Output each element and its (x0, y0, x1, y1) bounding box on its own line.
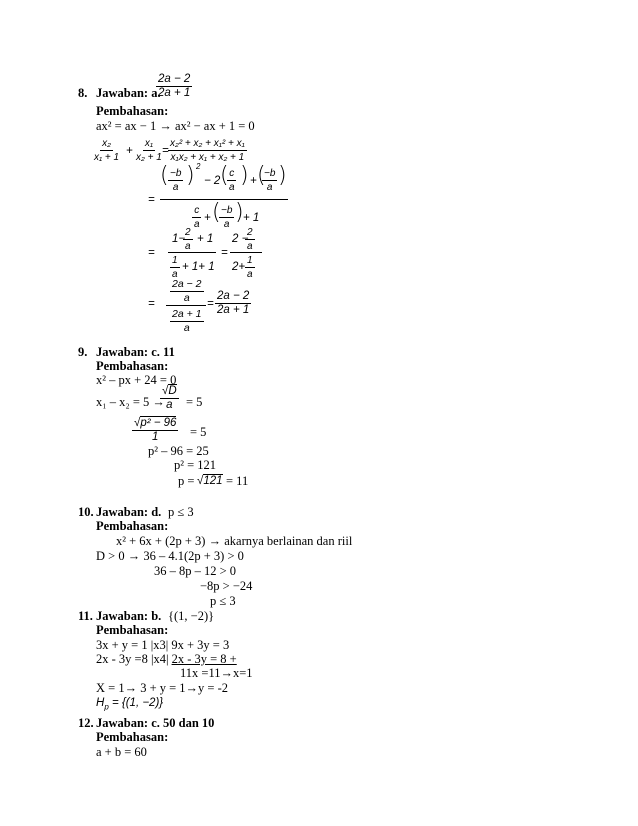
q10-number: 10. (78, 505, 94, 519)
q8-l4-d2f-den: a (247, 269, 253, 280)
q8-l5-dd: a (183, 322, 190, 334)
q8-l5-rn: 2a − 2 (217, 290, 250, 302)
q8-l2-plus: + (126, 145, 133, 157)
q8-l4-n1a: 1− (172, 233, 186, 245)
q9-line1: x² – px + 24 = 0 (96, 373, 177, 387)
q8-l2-frac3-den: x₁x₂ + x₁ + x₂ + 1 (170, 152, 245, 163)
q11-pembahasan: Pembahasan: (96, 623, 169, 637)
q11-line2-left: 2x - 3y =8 |x4| (96, 652, 172, 666)
q8-l5-equals2: = (207, 298, 214, 310)
q8-l3-c: c (229, 168, 235, 179)
q11-line5-sub: p (104, 702, 109, 712)
q8-l2-frac1 (92, 137, 121, 164)
q8-l3-a2: a (229, 182, 235, 193)
q12-number: 12. (78, 716, 94, 730)
q8-l2-frac1-num: x₂ (102, 138, 111, 149)
q9-l6-right: = 11 (226, 474, 249, 488)
q11-line1: 3x + y = 1 |x3| 9x + 3y = 3 (96, 638, 230, 652)
q8-l3-minus2: − 2 (204, 175, 221, 187)
q8-l5-result-fraction (215, 290, 251, 317)
q11-answer-label: Jawaban: b. (96, 609, 162, 623)
q8-l4-n1f-num: 2 (185, 227, 191, 238)
q8-answer-denominator: 2a + 1 (158, 87, 191, 99)
q8-l3-den-plus1: + 1 (243, 212, 260, 224)
q8-l2-frac3 (168, 137, 247, 164)
q8-l2-frac3-num: x₂² + x₂ + x₁² + x₁ (170, 138, 245, 149)
q8-l3-equals: = (148, 194, 155, 206)
q11-answer-tail: {(1, −2)} (168, 609, 215, 623)
q8-l3-a3: a (266, 182, 273, 193)
q9-l6-sqrt: √121 (197, 475, 223, 487)
q8-l4-equals2: = (221, 247, 228, 259)
q12-line1: a + b = 60 (96, 745, 147, 759)
q10-line2: D > 0 → 36 – 4.1(2p + 3) > 0 (96, 549, 244, 563)
q8-l3-den-mb: −b (221, 205, 233, 216)
q9-l3-right: = 5 (190, 425, 207, 439)
q9-pembahasan: Pembahasan: (96, 359, 169, 373)
q8-l4-d2f-num: 1 (247, 255, 253, 266)
q9-l3-sqrt: √p² − 96 (134, 417, 177, 429)
q8-l3-den-c-over-a (192, 204, 202, 231)
q8-l4-d1-num: 1 (172, 255, 178, 266)
q9-l6-sqrt-content: 121 (203, 475, 223, 487)
q8-l4-n1f-den: a (185, 241, 191, 252)
q8-l3-mb-over-a (262, 167, 277, 194)
q9-l2-sqrt: √D (162, 385, 177, 397)
q12-answer-label: Jawaban: c. 50 dan 10 (96, 716, 215, 730)
q8-l3-den-plus: + (204, 212, 211, 224)
q11-line5 (96, 696, 163, 714)
q8-l2-frac2-num: x₁ (144, 138, 153, 149)
q8-l2-frac2 (134, 137, 164, 164)
q8-l2-frac1-den: x₁ + 1 (94, 152, 120, 163)
q8-l3-a: a (172, 182, 179, 193)
q9-l2-den: a (166, 399, 173, 411)
q9-l2-fraction (160, 385, 179, 412)
q8-l5-num-frac (170, 278, 204, 305)
q8-answer-label: Jawaban: a. (96, 86, 161, 100)
q9-l3-fraction (132, 417, 178, 444)
q8-l4-n2-2-over-a (245, 226, 255, 253)
q8-answer-numerator: 2a − 2 (158, 73, 191, 85)
q8-l5-rd: 2a + 1 (217, 304, 250, 316)
q8-l3-den-a: a (194, 219, 200, 230)
q9-l2-sqrt-content: D (168, 385, 177, 397)
q11-line5-h: H (96, 697, 105, 709)
q8-l4-d1b: + 1+ 1 (182, 261, 215, 273)
q8-l4-1-over-a (170, 254, 180, 281)
q10-line3: 36 – 8p – 12 > 0 (154, 564, 237, 578)
q9-l2-right: = 5 (186, 395, 203, 409)
q8-l5-nd: a (183, 292, 190, 304)
q10-answer-tail: p ≤ 3 (168, 505, 194, 519)
q8-l4-n2f-num: 2 (247, 227, 253, 238)
q8-l3-mb: −b (264, 168, 276, 179)
q8-l5-nn: 2a − 2 (172, 278, 202, 290)
q11-line2 (96, 652, 237, 666)
q8-number: 8. (78, 86, 88, 100)
q8-l5-dn: 2a + 1 (172, 308, 202, 320)
q8-l3-square: 2 (196, 162, 201, 171)
q8-l4-d1-den: a (172, 269, 178, 280)
q8-l2-frac2-den: x₂ + 1 (136, 152, 162, 163)
q8-l4-n2f-den: a (247, 241, 253, 252)
q10-line1: x² + 6x + (2p + 3) → akarnya berlainan dan riil (116, 534, 353, 548)
q8-l3-b: −b (170, 168, 182, 179)
q10-answer-label: Jawaban: d. (96, 505, 162, 519)
document-page: 8. Jawaban: a. $\frac{2a - 2}{2a + 1}$ Pembahasan: ax² = ax − 1 → ax² − ax + 1 = 0 $\frac{\text{x₂}}{\text{x₁ + 1}}$ + $\frac{\text{x₁}}{\text{x₂ + 1}}$ = $\frac{\text{x₂² + x₂ + x₁² + x₁}}{\text{x₁x₂ + x₁ + x₂ + 1}}$ = ( $\frac{-b}{a}$ ) 2 − 2 ( $\frac{c}{a}$ ) + ( $\frac{-b}{a}$ ) $\frac{c}{a}$ + ( $\frac{-b}{a}$ ) + 1 = 1− $\frac{2}{a}$ + 1 $\frac{1}{a}$ + 1+ 1 = 2 − $\frac{2}{a}$ 2+ $\frac{1}{a}$ = $\frac{2a - 2}{a}$ $\frac{2a + 1}{a}$ = $\frac{2a - 2}{2a + 1}$ 9. Jawaban: c. 11 Pembahasan: x² – px + 24 = 0 x₁ – x₂ = 5 → $\frac{√D}{a}$ = 5 $\frac{\text{√p² − 96}}{1}$ = 5 p² – 96 = 25 p² = 121 p = √121 = 11 10. Jawaban: d. p ≤ 3 Pembahasan: x² + 6x + (2p + 3) → akarnya berlainan dan riil D > 0 → 36 – 4.1(2p + 3) > 0 36 – 8p – 12 > 0 −8p > −24 p ≤ 3 11. Jawaban: b. {(1, −2)} Pembahasan: 3x + y = 1 |x3| 9x + 3y = 3 2x - 3y =8 |x4| 2x - 3y = 8 + 11x =11→x=1 X = 1→ 3 + y = 1→y = -2 $H_p = \{(1$, −2)} 12. Jawaban: c. 50 dan 10 Pembahasan: a + b = 60 (0, 0, 638, 826)
q11-number: 11. (78, 609, 93, 623)
q8-l4-n2a: 2 − (232, 233, 249, 245)
q10-line5: p ≤ 3 (210, 594, 236, 608)
q8-l3-plus: + (250, 175, 257, 187)
q9-line4: p² – 96 = 25 (148, 444, 209, 458)
q11-line3: 11x =11→x=1 (180, 666, 253, 680)
q8-l3-den-a2: a (223, 219, 230, 230)
q8-l3-b-over-a (168, 167, 183, 194)
q9-l6-left: p = (178, 474, 195, 488)
q9-line5: p² = 121 (174, 458, 217, 472)
q8-l5-den-frac (170, 308, 204, 335)
q8-pembahasan: Pembahasan: (96, 104, 169, 118)
q8-l4-equals: = (148, 247, 155, 259)
q11-line5-rest: = {(1, −2)} (108, 697, 164, 709)
q10-line4: −8p > −24 (200, 579, 253, 593)
q9-number: 9. (78, 345, 88, 359)
q11-line2-underlined: 2x - 3y = 8 + (171, 652, 237, 666)
q9-answer-label: Jawaban: c. 11 (96, 345, 175, 359)
q12-pembahasan: Pembahasan: (96, 730, 169, 744)
q11-line4: X = 1→ 3 + y = 1→y = -2 (96, 681, 229, 695)
q8-answer-fraction (156, 73, 192, 100)
q8-l4-d2a: 2+ (232, 261, 246, 273)
q8-l3-den-c: c (194, 205, 200, 216)
q8-l3-den-mb-over-a (219, 204, 234, 231)
q8-l4-n1b: + 1 (197, 233, 214, 245)
q8-line1: ax² = ax − 1 → ax² − ax + 1 = 0 (96, 119, 255, 133)
q9-l2-left: x₁ – x₂ = 5 → (96, 395, 165, 409)
q10-pembahasan: Pembahasan: (96, 519, 169, 533)
q8-l4-d2-1-over-a (245, 254, 255, 281)
q8-l2-equals: = (162, 145, 169, 157)
q8-l3-c-over-a (227, 167, 237, 194)
q9-l3-sqrt-content: p² − 96 (140, 417, 177, 429)
q8-l4-2-over-a (183, 226, 193, 253)
q8-l5-equals: = (148, 298, 155, 310)
q9-l3-den: 1 (152, 431, 159, 443)
